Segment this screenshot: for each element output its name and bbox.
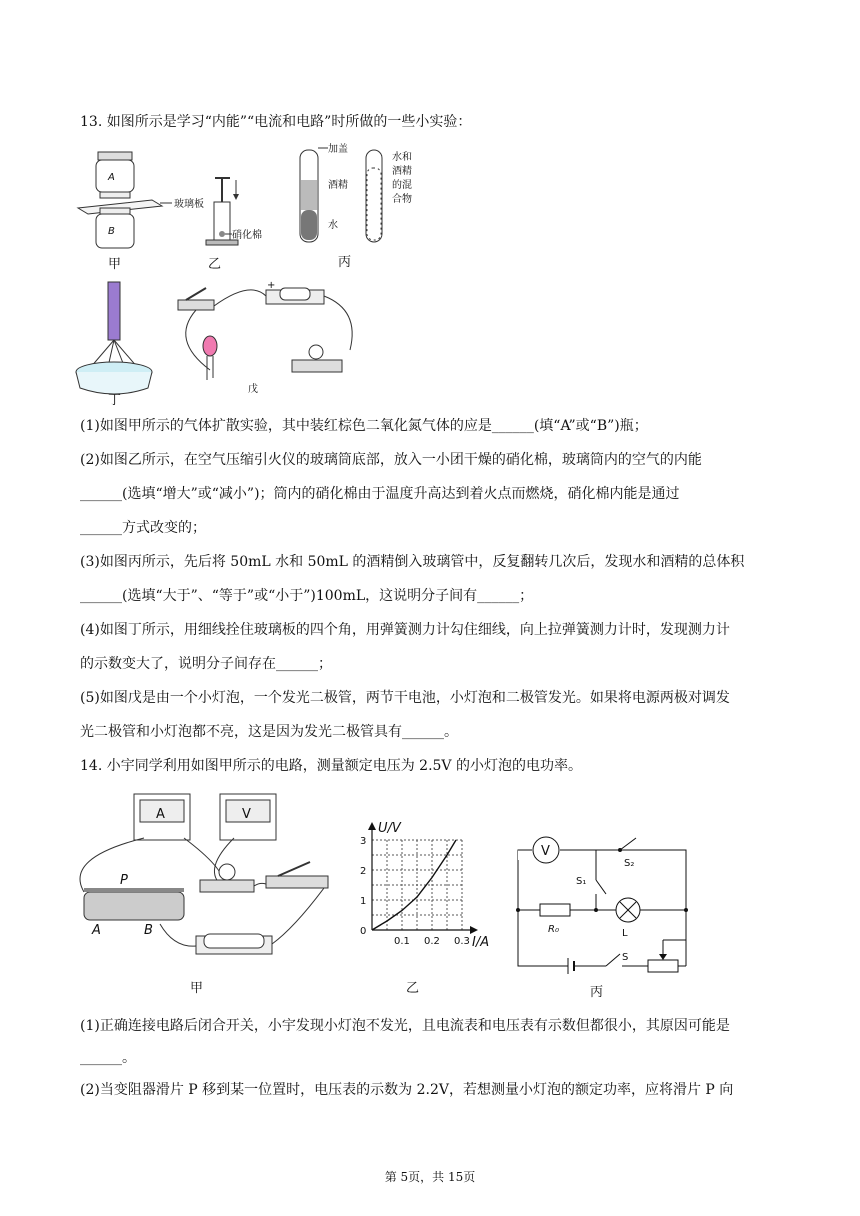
fig-jia-label: 甲 bbox=[108, 257, 122, 272]
q13-part2-b: ______(选填“增大”或“减小”)；筒内的硝化棉由于温度升高达到着火点而燃烧，硝化棉内能是通过 bbox=[80, 486, 680, 502]
rheostat-a-label: A bbox=[92, 923, 101, 938]
fig-ding-scale bbox=[76, 282, 152, 405]
mix-label-3: 的混 bbox=[392, 180, 412, 191]
fig-14-bing-label: 丙 bbox=[590, 985, 604, 998]
y-tick-label: 3 bbox=[360, 836, 367, 847]
y-tick-label: 0 bbox=[360, 926, 367, 937]
voltmeter-label: V bbox=[242, 807, 251, 822]
x-axis-label: I/A bbox=[472, 935, 490, 950]
y-tick-label: 1 bbox=[360, 896, 367, 907]
q13-part5-b: 光二极管和小灯泡都不亮，这是因为发光二极管具有______。 bbox=[80, 724, 458, 740]
fig-wu-label: 戊 bbox=[248, 384, 258, 395]
page-footer: 第 5页，共 15页 bbox=[384, 1170, 476, 1184]
fig-ding-label: 丁 bbox=[108, 393, 122, 405]
voltmeter-symbol: V bbox=[541, 844, 550, 859]
q14-part1-b: ______。 bbox=[80, 1050, 136, 1066]
x-tick-label: 0.2 bbox=[424, 936, 440, 947]
fig-bing-label: 丙 bbox=[338, 255, 352, 270]
s2-label: S₂ bbox=[624, 858, 635, 869]
glass-plate-label: 玻璃板 bbox=[174, 199, 204, 210]
mix-label-1: 水和 bbox=[392, 152, 412, 163]
q13-part1: (1)如图甲所示的气体扩散实验，其中装红棕色二氧化氮气体的应是______(填“A”或“B”)瓶； bbox=[80, 418, 648, 434]
mix-label-4: 合物 bbox=[392, 194, 412, 205]
r0-label: R₀ bbox=[548, 924, 559, 935]
fig-wu-circuit bbox=[178, 280, 352, 395]
q14-figure-jia bbox=[74, 788, 344, 998]
fig-14-yi-label: 乙 bbox=[406, 981, 420, 996]
q13-part3-b: ______(选填“大于”、“等于”或“小于”)100mL，这说明分子间有______； bbox=[80, 588, 534, 604]
fig-jia-bottles bbox=[78, 152, 204, 272]
bottle-a-label: A bbox=[108, 172, 115, 183]
water-label: 水 bbox=[328, 220, 338, 231]
fig-yi-igniter bbox=[206, 178, 262, 272]
s-label: S bbox=[622, 952, 629, 963]
q14-part1-a: (1)正确连接电路后闭合开关，小宇发现小灯泡不发光，且电流表和电压表有示数但都很小，其原因可能是 bbox=[80, 1018, 730, 1034]
y-axis-label: U/V bbox=[378, 821, 401, 836]
slider-p-label: P bbox=[120, 873, 128, 888]
q13-part4-a: (4)如图丁所示，用细线拴住玻璃板的四个角，用弹簧测力计勾住细线，向上拉弹簧测力计时，发现测力计 bbox=[80, 622, 730, 638]
mix-label-2: 酒精 bbox=[392, 166, 412, 177]
fig-14-jia-label: 甲 bbox=[190, 981, 204, 996]
alcohol-label: 酒精 bbox=[328, 180, 348, 191]
q13-part2-c: ______方式改变的； bbox=[80, 520, 206, 536]
svg-text:+: + bbox=[267, 280, 276, 291]
x-tick-label: 0.1 bbox=[394, 936, 410, 947]
q14-title: 14. 小宇同学利用如图甲所示的电路，测量额定电压为 2.5V 的小灯泡的电功率。 bbox=[80, 758, 582, 774]
q13-figure bbox=[70, 140, 450, 405]
q14-part2: (2)当变阻器滑片 P 移到某一位置时，电压表的示数为 2.2V，若想测量小灯泡的额定功率，应将滑片 P 向 bbox=[80, 1082, 734, 1098]
ammeter-label: A bbox=[156, 807, 165, 822]
lamp-l-label: L bbox=[622, 928, 628, 939]
iu-chart bbox=[350, 812, 510, 997]
fig-yi-label: 乙 bbox=[208, 257, 222, 272]
q14-circuit-bing bbox=[510, 830, 700, 998]
rheostat-b-label: B bbox=[144, 923, 153, 938]
q13-part4-b: 的示数变大了，说明分子间存在______； bbox=[80, 656, 332, 672]
x-tick-label: 0.3 bbox=[454, 936, 470, 947]
fig-bing-tubes bbox=[300, 142, 412, 270]
q13-part5-a: (5)如图戊是由一个小灯泡，一个发光二极管，两节干电池，小灯泡和二极管发光。如果将电源两极对调发 bbox=[80, 690, 730, 706]
q13-part3-a: (3)如图丙所示，先后将 50mL 水和 50mL 的酒精倒入玻璃管中，反复翻转几次后，发现水和酒精的总体积 bbox=[80, 554, 745, 570]
q13-part2-a: (2)如图乙所示，在空气压缩引火仪的玻璃筒底部，放入一小团干燥的硝化棉，玻璃筒内的空气的内能 bbox=[80, 452, 702, 468]
cotton-label: 硝化棉 bbox=[232, 230, 262, 241]
bottle-b-label: B bbox=[108, 226, 115, 237]
q13-title: 13. 如图所示是学习“内能”“电流和电路”时所做的一些小实验： bbox=[80, 114, 472, 130]
s1-label: S₁ bbox=[576, 876, 587, 887]
cap-label: 加盖 bbox=[328, 144, 348, 155]
y-tick-label: 2 bbox=[360, 866, 367, 877]
